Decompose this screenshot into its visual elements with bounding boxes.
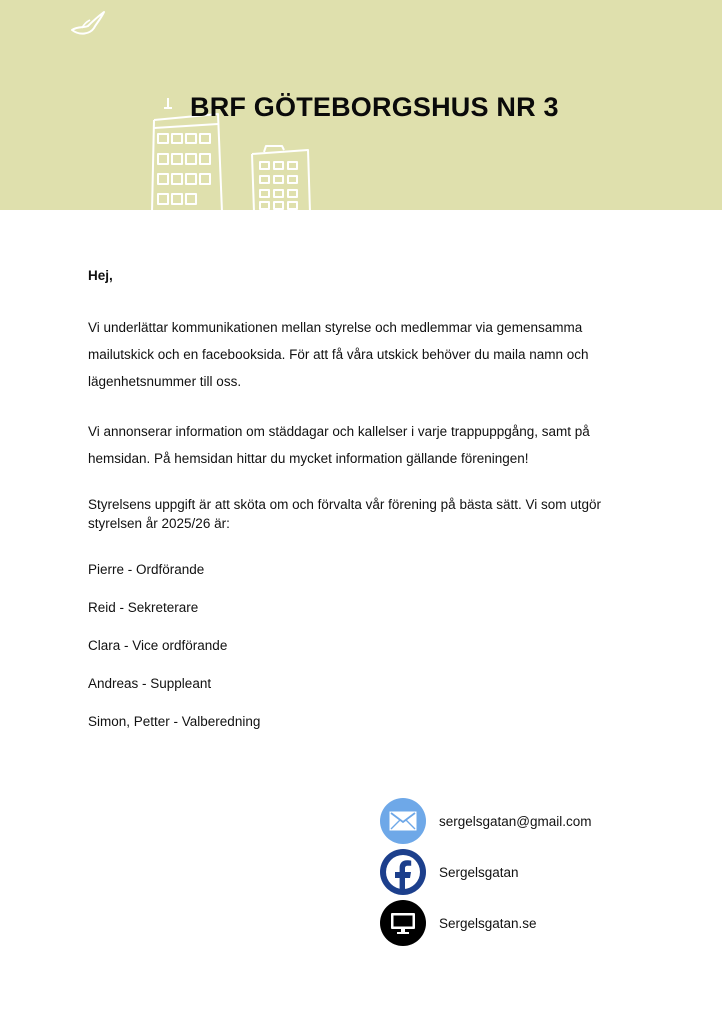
paragraph-board-intro: Styrelsens uppgift är att sköta om och förvalta vår förening på bästa sätt. Vi som utgör styrelsen år 2025/26 är: [88, 497, 602, 531]
paragraph-announcements: Vi annonserar information om städdagar och kallelser i varje trappuppgång, samt på hemsidan. På hemsidan hittar du mycket information gällande föreningen! [88, 424, 590, 466]
board-member: Pierre - Ordförande [88, 562, 205, 577]
letter-body [88, 262, 628, 747]
board-member: Andreas - Suppleant [88, 676, 212, 691]
greeting: Hej, [88, 268, 113, 283]
monitor-icon [380, 900, 426, 946]
board-members-list [88, 557, 628, 734]
facebook-icon [380, 849, 426, 895]
contact-email-text[interactable]: sergelsgatan@gmail.com [439, 813, 592, 829]
contact-facebook[interactable] [380, 849, 680, 895]
paragraph-communication: Vi underlättar kommunikationen mellan styrelse och medlemmar via gemensamma mailutskick och en facebooksida. För att få våra utskick behöver du maila namn och lägenhetsnummer till oss. [88, 320, 589, 389]
contact-list [380, 798, 680, 951]
board-member: Reid - Sekreterare [88, 600, 199, 615]
contact-website-text[interactable]: Sergelsgatan.se [439, 915, 537, 931]
contact-email[interactable] [380, 798, 680, 844]
contact-website[interactable] [380, 900, 680, 946]
header-banner [0, 0, 722, 210]
board-member: Simon, Petter - Valberedning [88, 714, 261, 729]
mail-icon [380, 798, 426, 844]
board-member: Clara - Vice ordförande [88, 638, 228, 653]
page-title: BRF GÖTEBORGSHUS NR 3 [190, 92, 559, 122]
bird-icon [68, 8, 108, 40]
contact-facebook-text[interactable]: Sergelsgatan [439, 864, 519, 880]
